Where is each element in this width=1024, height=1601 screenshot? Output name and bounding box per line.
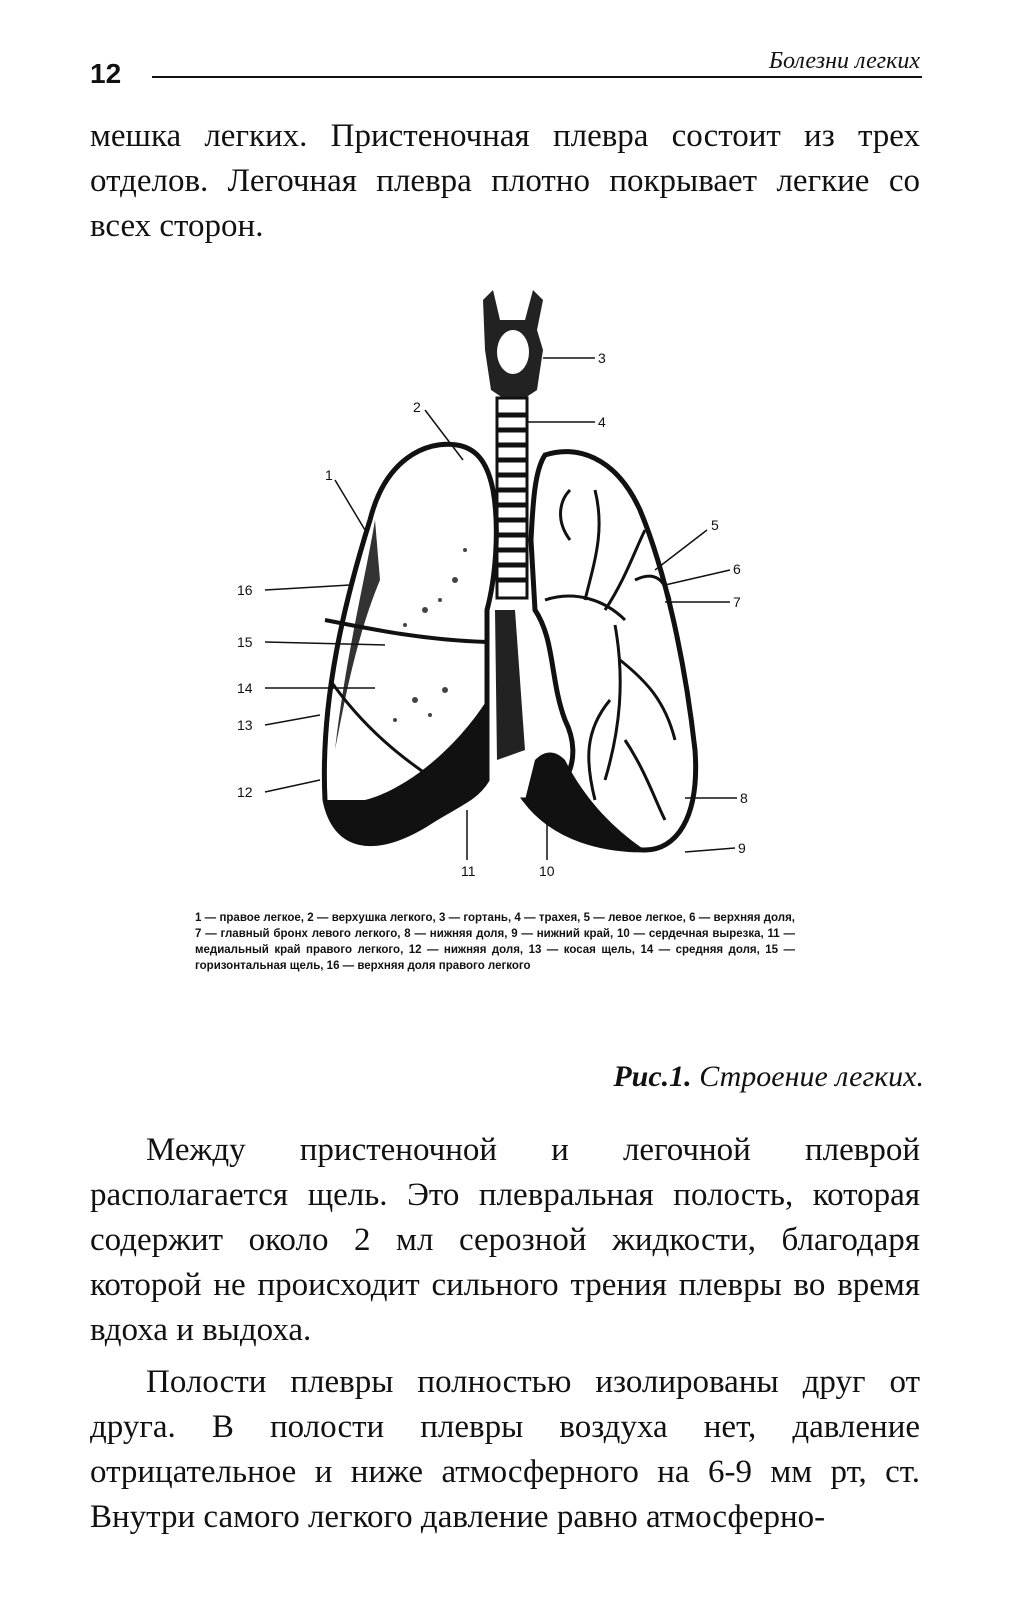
label-14: 14 [237,680,253,696]
paragraph-top: мешка легких. Пристеночная плевра состоит из трех отделов. Легочная плевра плотно покрывает легкие со всех сторон. [90,118,920,244]
label-15: 15 [237,634,253,650]
label-1: 1 [325,467,333,483]
label-10: 10 [539,863,555,879]
paragraph-middle: Между пристеночной и легочной плеврой располагается щель. Это плевральная полость, которая содержит около 2 мл серозной жидкости, благодаря которой не происходит сильного трения плевры во время вдоха и выдоха. [90,1132,920,1348]
running-title: Болезни легких [768,48,920,74]
label-16: 16 [237,582,253,598]
label-6: 6 [733,561,741,577]
paragraph-bottom: Полости плевры полностью изолированы друг от друга. В полости плевры воздуха нет, давление отрицательное и ниже атмосферного на 6-9 мм рт, ст. Внутри самого легкого давление равно атмосферно- [90,1364,920,1535]
label-7: 7 [733,594,741,610]
label-5: 5 [711,517,719,533]
figure-number: Рис.1. [613,1060,692,1093]
header-rule [152,76,922,78]
lungs-illustration [225,280,825,900]
label-9: 9 [738,840,746,856]
page-number: 12 [90,58,122,89]
label-2: 2 [413,399,421,415]
lungs-diagram [225,280,825,900]
label-4: 4 [598,414,606,430]
figure-caption: Строение легких. [691,1060,924,1093]
label-3: 3 [598,350,606,366]
label-8: 8 [740,790,748,806]
label-13: 13 [237,717,253,733]
figure-title [613,1060,924,1094]
figure-legend: 1 — правое легкое, 2 — верхушка легкого, 3 — гортань, 4 — трахея, 5 — левое легкое, 6 — верхняя доля, 7 — главный бронх левого легкого, 8 — нижняя доля, 9 — нижний край, 10 — сердечная вырезка, 11 — медиальный край правого легкого, 12 — нижняя доля, 13 — косая щель, 14 — средняя доля, 15 — горизонтальная щель, 16 — верхняя доля правого легкого [195,912,795,972]
label-11: 11 [461,863,476,879]
label-12: 12 [237,784,253,800]
